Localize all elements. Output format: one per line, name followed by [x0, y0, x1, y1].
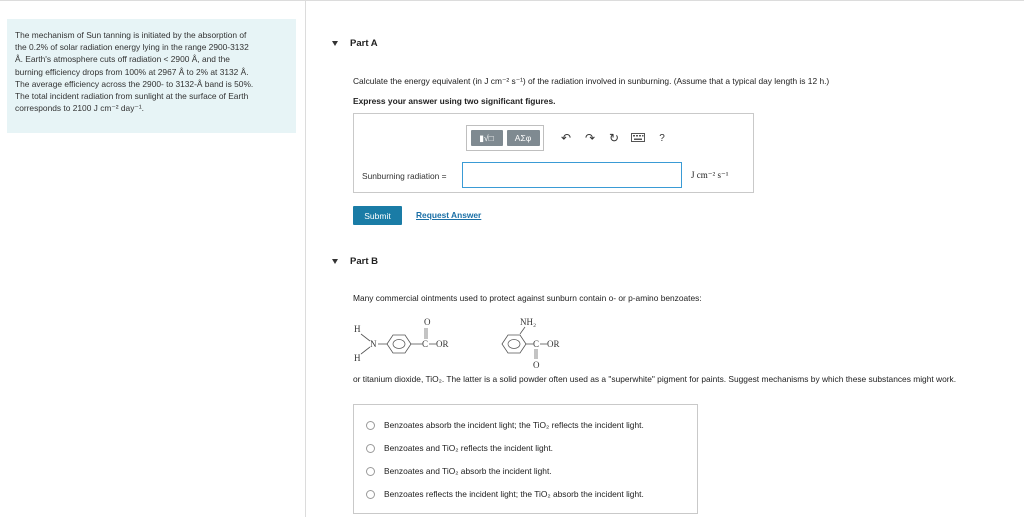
part-b-title: Part B — [350, 256, 378, 267]
p-aminobenzoate-structure — [354, 317, 449, 363]
option-4[interactable] — [366, 489, 644, 499]
option-2[interactable] — [366, 443, 553, 453]
struct1-n: N — [370, 339, 377, 349]
radio-button[interactable] — [366, 467, 375, 476]
option-3-label: Benzoates and TiO₂ absorb the incident light. — [384, 466, 552, 476]
option-3[interactable] — [366, 466, 552, 476]
request-answer-link[interactable]: Request Answer — [416, 210, 482, 220]
help-button[interactable]: ? — [659, 132, 665, 144]
struct2-o: O — [533, 360, 540, 370]
redo-icon[interactable]: ↷ — [584, 131, 596, 145]
templates-button[interactable]: ▮√□ — [471, 130, 503, 146]
reset-icon[interactable]: ↻ — [608, 131, 620, 145]
collapse-caret-icon[interactable] — [332, 259, 338, 264]
intro-line-5: The average efficiency across the 2900- to 3132-Å band is 50%. — [15, 78, 254, 89]
struct2-nh2: NH₂ — [520, 317, 537, 327]
o-aminobenzoate-structure — [502, 317, 560, 370]
field-label: Sunburning radiation = — [362, 171, 447, 181]
radio-button[interactable] — [366, 421, 375, 430]
intro-line-4: burning efficiency drops from 100% at 2967 Å to 2% at 3132 Å. — [15, 66, 249, 77]
option-2-label: Benzoates and TiO₂ reflects the incident light. — [384, 443, 553, 453]
struct1-h-bottom: H — [354, 353, 361, 363]
part-b-question: Many commercial ointments used to protect against sunburn contain o- or p-amino benzoates: — [353, 293, 702, 303]
option-1[interactable] — [366, 420, 644, 430]
problem-intro — [7, 19, 296, 133]
keyboard-icon[interactable] — [628, 131, 648, 145]
submit-button[interactable]: Submit — [353, 206, 402, 225]
symbols-button[interactable]: ΑΣφ — [507, 130, 540, 146]
unit-label: J cm⁻² s⁻¹ — [691, 170, 729, 180]
toolbar-button-group — [466, 125, 544, 151]
undo-icon[interactable]: ↶ — [560, 131, 572, 145]
intro-line-1: The mechanism of Sun tanning is initiated by the absorption of — [15, 30, 247, 40]
part-a-header[interactable] — [332, 38, 378, 49]
struct1-or: OR — [436, 339, 449, 349]
struct1-c: C — [422, 339, 429, 349]
intro-line-6: The total incident radiation from sunlight at the surface of Earth — [15, 91, 249, 102]
math-toolbar — [466, 125, 672, 151]
radio-button[interactable] — [366, 490, 375, 499]
option-1-label: Benzoates absorb the incident light; the TiO₂ reflects the incident light. — [384, 420, 644, 430]
answer-options — [353, 404, 698, 514]
intro-line-7: corresponds to 2100 J cm⁻² day⁻¹. — [15, 103, 144, 114]
answer-input[interactable] — [462, 162, 682, 188]
struct1-o: O — [424, 317, 431, 327]
panel-divider — [305, 0, 306, 517]
part-a-title: Part A — [350, 38, 378, 49]
benzoate-structures — [350, 312, 590, 372]
answer-box — [353, 113, 754, 193]
intro-line-3: Å. Earth's atmosphere cuts off radiation < 2900 Å, and the — [15, 54, 230, 65]
struct2-c: C — [533, 339, 540, 349]
top-border — [0, 0, 1024, 1]
part-b-followup: or titanium dioxide, TiO₂. The latter is a solid powder often used as a "superwhite" pigment for paints. Suggest mechanisms by which these substances might work. — [353, 374, 957, 384]
collapse-caret-icon[interactable] — [332, 41, 338, 46]
part-b-header[interactable] — [332, 256, 378, 267]
part-a-question: Calculate the energy equivalent (in J cm⁻² s⁻¹) of the radiation involved in sunburning. (Assume that a typical day length is 12 h.) — [353, 76, 830, 86]
radio-button[interactable] — [366, 444, 375, 453]
option-4-label: Benzoates reflects the incident light; the TiO₂ absorb the incident light. — [384, 489, 644, 499]
struct1-h-top: H — [354, 324, 361, 334]
intro-line-2: the 0.2% of solar radiation energy lying in the range 2900-3132 — [15, 42, 249, 53]
part-a-instruction: Express your answer using two significant figures. — [353, 96, 556, 106]
struct2-or: OR — [547, 339, 560, 349]
